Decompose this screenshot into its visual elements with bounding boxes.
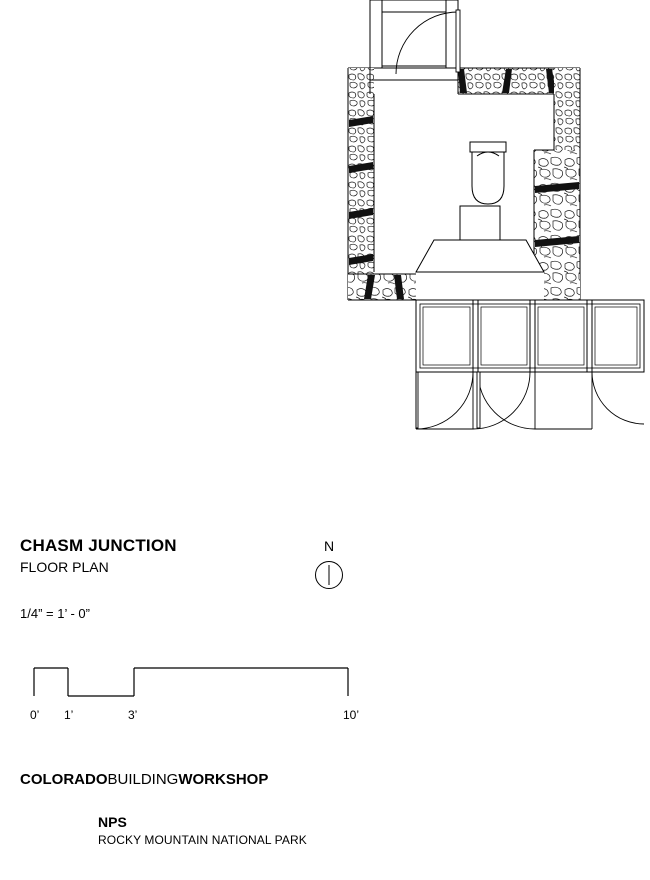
north-stone-wall <box>348 66 580 96</box>
scale-note: 1/4” = 1’ - 0” <box>20 606 90 621</box>
scale-tick-3: 3’ <box>128 708 138 722</box>
graphic-scale-bar <box>18 660 358 720</box>
south-stone-wall <box>348 272 580 302</box>
south-door-swings <box>416 372 644 429</box>
north-arrow-circle-icon <box>314 560 344 590</box>
north-arrow <box>310 538 370 600</box>
client-park-name: ROCKY MOUNTAIN NATIONAL PARK <box>98 833 307 847</box>
firm-name-part-colorado: COLORADO <box>20 771 108 788</box>
firm-name-part-workshop: WORKSHOP <box>178 771 269 788</box>
client-name: NPS <box>98 814 127 830</box>
entry-vestibule <box>370 0 458 94</box>
scale-tick-0: 0’ <box>30 708 40 722</box>
toilet-fixture <box>470 142 506 204</box>
client-block <box>98 814 307 848</box>
east-stone-wall <box>534 68 580 300</box>
scale-tick-1: 1’ <box>64 708 74 722</box>
sheet-subtitle: FLOOR PLAN <box>20 559 109 575</box>
floor-plan-drawing <box>330 0 650 450</box>
scale-tick-10: 10’ <box>343 708 360 722</box>
title-block <box>20 536 340 576</box>
entry-door-swing <box>396 10 460 74</box>
south-screen-wall <box>416 300 644 372</box>
bench-counter <box>416 240 544 272</box>
firm-logotype <box>20 771 268 789</box>
page-title: CHASM JUNCTION <box>20 536 177 555</box>
scale-bar-labels <box>18 708 358 724</box>
firm-name-part-building: BUILDING <box>107 771 179 788</box>
north-arrow-label: N <box>324 538 335 554</box>
west-stone-wall <box>348 68 374 300</box>
